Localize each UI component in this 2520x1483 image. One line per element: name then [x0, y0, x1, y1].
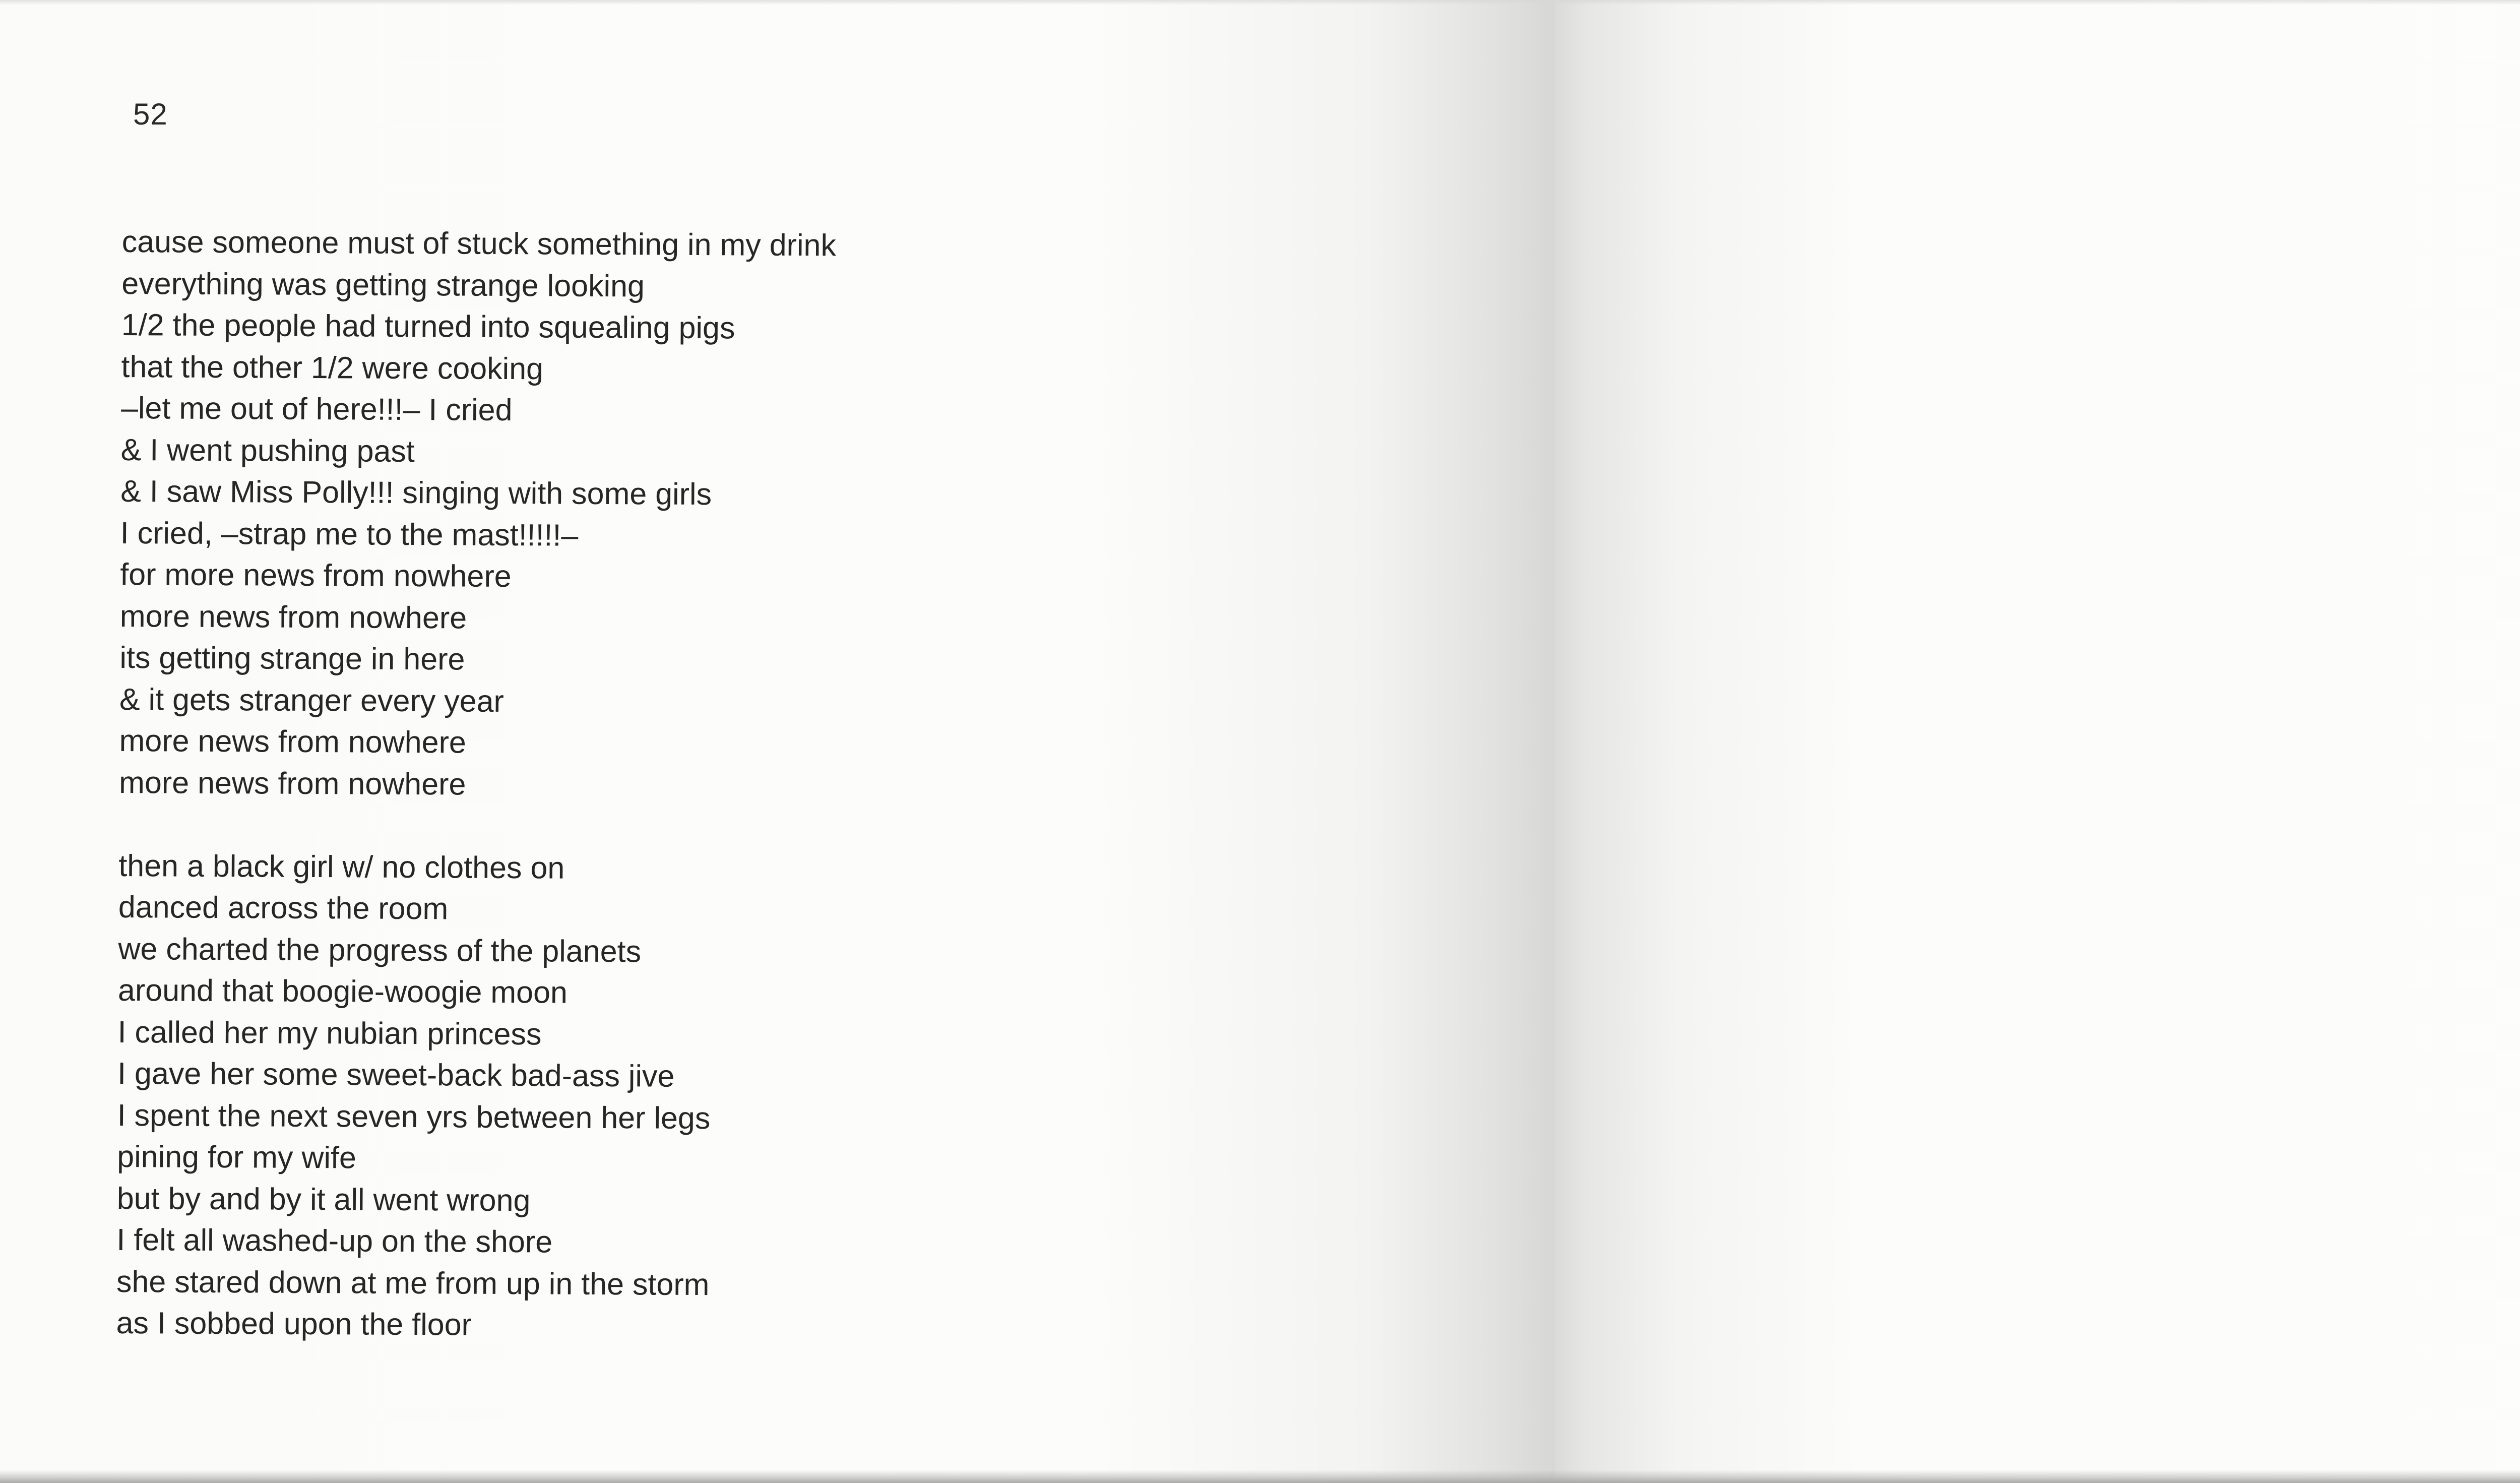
poem-line: everything was getting strange looking [121, 266, 645, 303]
poem-line: danced across the room [118, 889, 449, 926]
poem-line: I spent the next seven yrs between her legs [117, 1097, 711, 1135]
poem-line: & I saw Miss Polly!!! singing with some girls [120, 473, 712, 512]
poem-line: I cried, –strap me to the mast!!!!!– [120, 515, 579, 552]
poem-line: more news from nowhere [119, 723, 466, 760]
poem-line: its getting strange in here [119, 640, 465, 676]
right-page [1554, 0, 2520, 1483]
poem-line: cause someone must of stuck something in my drink [121, 224, 837, 263]
poem-line: more news from nowhere [118, 765, 466, 801]
top-edge-shadow [0, 0, 2520, 5]
poem-line: & it gets stranger every year [119, 682, 505, 718]
poem-line: more news from nowhere [119, 598, 467, 635]
poem-line: for more news from nowhere [120, 557, 512, 594]
poem-line: we charted the progress of the planets [118, 931, 642, 968]
poem-line: I called her my nubian princess [117, 1014, 542, 1051]
poem-line: & I went pushing past [120, 432, 415, 468]
stanza-break [119, 803, 834, 848]
poem-line: as I sobbed upon the floor [116, 1305, 472, 1342]
poem-line: pining for my wife [117, 1139, 357, 1175]
poem-line: that the other 1/2 were cooking [121, 349, 544, 386]
page-number-left: 52 [133, 97, 168, 131]
poem-line: –let me out of here!!!– I cried [120, 390, 513, 427]
poem-line: 1/2 the people had turned into squealing pigs [121, 307, 735, 345]
poem-line: I gave her some sweet-back bad-ass jive [117, 1056, 675, 1093]
poem-line: then a black girl w/ no clothes on [118, 848, 565, 885]
left-page-text [116, 221, 836, 1347]
poem-line: but by and by it all went wrong [116, 1181, 531, 1217]
poem-line: around that boogie-woogie moon [117, 972, 568, 1010]
poem-line: I felt all washed-up on the shore [116, 1222, 553, 1259]
bottom-edge-shadow [0, 1470, 2520, 1483]
poem-line: she stared down at me from up in the storm [116, 1264, 710, 1302]
